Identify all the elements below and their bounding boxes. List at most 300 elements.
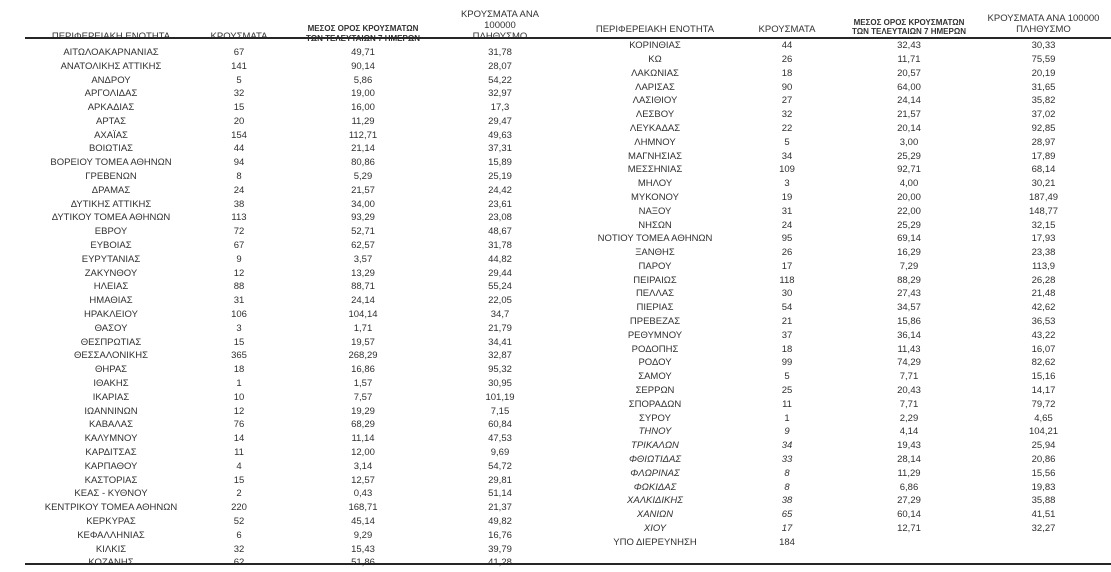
cell-avg7: 7,71 [899,371,919,383]
cell-per100k: 17,3 [490,102,510,114]
table-row [578,108,1111,122]
cell-region: ΚΑΒΑΛΑΣ [89,419,133,431]
table-row [578,149,1111,163]
cell-region: ΗΜΑΘΙΑΣ [89,295,133,307]
table-row [22,432,552,446]
table-row [22,487,552,501]
table-row [22,446,552,460]
cell-cases: 34 [781,150,793,162]
regional-cases-table-left [22,10,552,570]
cell-cases: 24 [233,184,245,196]
table-row [22,349,552,363]
cell-per100k: 148,77 [1028,205,1059,217]
cell-per100k: 49,63 [488,129,512,141]
cell-region: ΑΡΤΑΣ [96,115,126,127]
cell-avg7: 52,71 [351,226,375,238]
cell-region: ΦΩΚΙΔΑΣ [633,481,677,493]
cell-per100k [976,536,1111,550]
cell-region: ΑΡΚΑΔΙΑΣ [87,102,135,114]
cell-per100k: 92,85 [1031,122,1056,134]
cell-region: ΚΟΡΙΝΘΙΑΣ [629,40,681,52]
cell-region: ΛΑΡΙΣΑΣ [635,81,675,93]
cell-cases: 5 [784,371,790,383]
cell-cases: 17 [781,260,793,272]
cell-per100k: 7,15 [490,405,510,417]
cell-region: ΒΟΙΩΤΙΑΣ [88,143,134,155]
table-row [578,343,1111,357]
table-row [22,377,552,391]
table-row [578,94,1111,108]
table-row [22,418,552,432]
table-row [22,515,552,529]
cell-cases: 26 [781,247,793,259]
cell-region: ΚΙΛΚΙΣ [95,543,127,555]
cell-avg7: 62,57 [351,240,375,252]
cell-avg7: 11,29 [351,115,375,127]
cell-avg7: 24,14 [351,295,375,307]
table-row [22,60,552,74]
cell-cases: 8 [784,467,790,479]
cell-avg7: 1,71 [353,322,373,334]
cell-avg7: 3,00 [899,136,919,148]
table-row [578,508,1111,522]
cell-avg7: 268,29 [348,350,378,362]
cell-per100k: 42,62 [1031,302,1056,314]
column-header-avg7-line2: ΤΩΝ ΤΕΛΕΥΤΑΙΩΝ 7 ΗΜΕΡΩΝ [851,26,967,36]
table-row [578,384,1111,398]
table-row [22,156,552,170]
cell-avg7: 25,29 [897,219,921,231]
cell-per100k: 54,22 [488,74,512,86]
table-row [578,522,1111,536]
table-row [22,308,552,322]
table-row [22,211,552,225]
cell-per100k: 19,83 [1031,481,1056,493]
cell-avg7: 45,14 [351,516,375,527]
cell-avg7: 20,14 [897,122,921,134]
cell-avg7: 24,14 [897,95,921,107]
cell-avg7: 104,14 [348,309,378,321]
cell-region: ΚΕΑΣ - ΚΥΘΝΟΥ [74,488,148,500]
cell-region: ΒΟΡΕΙΟΥ ΤΟΜΕΑ ΑΘΗΝΩΝ [50,157,172,169]
table-row [22,542,552,556]
cell-per100k: 9,69 [490,447,510,459]
cell-region: ΚΕΦΑΛΛΗΝΙΑΣ [77,529,145,541]
cell-region: ΔΥΤΙΚΗΣ ΑΤΤΙΚΗΣ [70,198,152,210]
cell-region: ΝΗΣΩΝ [638,219,672,231]
table-row [22,253,552,267]
cell-per100k: 24,42 [488,184,512,196]
cell-avg7: 28,14 [897,454,921,466]
cell-avg7: 36,14 [897,329,921,341]
cell-cases: 109 [779,164,795,176]
cell-avg7: 90,14 [351,60,375,72]
cell-region: ΠΕΛΛΑΣ [635,288,675,300]
cell-region: ΧΙΟΥ [643,523,667,535]
cell-avg7: 7,71 [899,398,919,410]
column-header-per100k-line1: ΚΡΟΥΣΜΑΤΑ ΑΝΑ 100000 [460,9,540,31]
cell-avg7: 15,43 [351,543,375,555]
cell-avg7: 32,43 [897,40,921,52]
cell-cases: 67 [233,240,245,252]
cell-region: ΓΡΕΒΕΝΩΝ [85,171,137,183]
cell-cases: 9 [236,253,242,265]
cell-per100k: 22,05 [488,295,512,307]
cell-per100k: 32,27 [1031,523,1056,535]
cell-region: ΤΡΙΚΑΛΩΝ [631,440,679,452]
cell-avg7: 7,29 [899,260,919,272]
cell-cases: 19 [781,191,793,203]
cell-per100k: 30,95 [488,378,512,390]
cell-per100k: 43,22 [1031,329,1056,341]
cell-per100k: 104,21 [1028,426,1059,438]
table-row [578,287,1111,301]
cell-per100k: 54,72 [488,460,512,472]
cell-avg7: 3,57 [353,253,373,265]
cell-per100k: 29,44 [488,267,512,279]
table-row [22,473,552,487]
cell-cases: 11 [234,447,244,459]
table-row [22,170,552,184]
cell-cases: 12 [233,405,245,417]
cell-per100k: 17,89 [1031,150,1056,162]
cell-per100k: 25,94 [1031,440,1056,452]
cell-cases: 5 [784,136,790,148]
cell-region: ΗΡΑΚΛΕΙΟΥ [84,309,138,321]
cell-per100k: 23,08 [488,212,512,224]
cell-cases: 65 [781,509,793,521]
cell-avg7: 88,71 [351,281,375,293]
table-row [22,460,552,474]
column-header-region [22,10,200,46]
cell-avg7: 19,57 [351,336,375,348]
table-row [22,391,552,405]
table-row [578,163,1111,177]
cell-cases: 2 [236,488,242,500]
cell-cases: 32 [233,88,245,100]
cell-region: ΕΒΡΟΥ [94,226,128,238]
cell-region: ΚΑΡΔΙΤΣΑΣ [85,447,137,459]
cell-per100k: 35,82 [1031,95,1056,107]
table-row [578,467,1111,481]
cell-cases: 14 [233,433,245,445]
cell-per100k: 26,28 [1031,274,1056,286]
cell-region: ΝΟΤΙΟΥ ΤΟΜΕΑ ΑΘΗΝΩΝ [597,233,713,245]
cell-per100k: 28,97 [1031,136,1056,148]
cell-per100k: 95,32 [488,364,512,376]
column-header-avg7-line1: ΜΕΣΟΣ ΟΡΟΣ ΚΡΟΥΣΜΑΤΩΝ [853,17,965,27]
cell-per100k: 14,17 [1031,385,1056,397]
cell-region: ΘΕΣΠΡΩΤΙΑΣ [80,336,142,348]
cell-avg7: 0,43 [353,488,373,500]
column-header-per100k-line1: ΚΡΟΥΣΜΑΤΑ ΑΝΑ 100000 [987,13,1100,25]
cell-region: ΚΑΣΤΟΡΙΑΣ [84,474,138,486]
cell-avg7: 11,71 [897,53,921,65]
cell-per100k: 37,02 [1031,109,1056,121]
cell-cases: 67 [233,46,245,58]
cell-cases: 31 [781,205,793,217]
cell-cases: 17 [781,523,793,535]
cell-cases: 21 [781,316,793,328]
cell-avg7: 64,00 [897,81,921,93]
table-row [578,494,1111,508]
cell-cases: 22 [781,122,793,134]
table-row [22,404,552,418]
cell-avg7: 19,00 [351,88,375,100]
cell-per100k: 4,65 [1034,412,1053,424]
cell-avg7: 19,43 [897,440,921,452]
cell-avg7: 12,71 [897,523,921,535]
table-row [22,363,552,377]
cell-region: ΛΕΥΚΑΔΑΣ [629,122,681,134]
cell-per100k: 34,41 [488,336,512,348]
cell-avg7: 1,57 [353,378,373,390]
table-row [22,198,552,212]
cell-cases: 15 [233,336,245,348]
cell-cases: 99 [781,357,793,369]
cell-per100k: 79,72 [1031,398,1056,410]
cell-avg7: 12,00 [351,447,375,459]
cell-avg7: 20,43 [897,385,921,397]
table-row [578,370,1111,384]
cell-per100k: 101,19 [485,391,515,403]
cell-per100k: 82,62 [1031,357,1056,369]
table-row [578,53,1111,67]
table-row [578,536,1111,550]
table-row [22,280,552,294]
cell-per100k: 29,47 [488,115,512,127]
cell-avg7: 3,14 [353,460,373,472]
cell-region: ΛΑΣΙΘΙΟΥ [632,95,678,107]
cell-region: ΛΑΚΩΝΙΑΣ [631,67,679,79]
cell-avg7: 20,00 [897,191,921,203]
cell-per100k: 30,21 [1031,178,1056,190]
cell-per100k: 23,38 [1031,247,1056,259]
cell-region: ΣΕΡΡΩΝ [635,385,675,397]
cell-per100k: 16,07 [1031,343,1056,355]
cell-region: ΜΥΚΟΝΟΥ [631,191,679,203]
cell-region: ΞΑΝΘΗΣ [635,247,675,259]
cell-per100k: 36,53 [1031,316,1056,328]
cell-avg7: 49,71 [351,46,375,58]
table-row [22,294,552,308]
column-header-cases: ΚΡΟΥΣΜΑΤΑ [758,24,816,36]
cell-avg7: 6,86 [899,481,919,493]
cell-per100k: 32,87 [488,350,512,362]
cell-region: ΛΗΜΝΟΥ [634,136,676,148]
cell-region: ΠΑΡΟΥ [638,260,672,272]
cell-avg7: 4,00 [899,178,919,190]
cell-per100k: 32,97 [488,88,512,100]
cell-region: ΕΥΡΥΤΑΝΙΑΣ [81,253,141,265]
cell-region: ΘΗΡΑΣ [94,364,128,376]
column-header-per100k-line2: ΠΛΗΘΥΣΜΟ [1016,24,1071,36]
cell-avg7: 16,29 [897,247,921,259]
cell-avg7: 21,57 [897,109,921,121]
cell-per100k: 75,59 [1031,53,1056,65]
column-header-cases [200,10,278,46]
cell-cases: 24 [781,219,793,231]
cell-region: ΠΙΕΡΙΑΣ [636,302,674,314]
cell-cases: 6 [236,529,242,541]
table-body-left [22,46,552,570]
table-row [22,87,552,101]
cell-avg7: 19,29 [351,405,375,417]
cell-avg7: 34,00 [351,198,375,210]
cell-per100k: 29,81 [488,474,512,486]
bottom-divider-rule [25,563,1111,565]
cell-cases: 32 [233,543,245,555]
cell-cases: 34 [781,440,793,452]
cell-avg7: 112,71 [348,129,378,141]
cell-avg7: 80,86 [351,157,375,169]
cell-cases: 3 [784,178,790,190]
table-row [578,232,1111,246]
cell-cases: 72 [233,226,245,238]
cell-region: ΡΕΘΥΜΝΟΥ [627,329,683,341]
cell-per100k: 55,24 [488,281,512,293]
column-header-avg7 [278,10,448,46]
cell-region: ΙΩΑΝΝΙΝΩΝ [84,405,138,417]
cell-per100k: 21,48 [1031,288,1056,300]
table-row [22,225,552,239]
cell-per100k: 31,78 [488,46,512,58]
cell-per100k: 113,9 [1031,260,1056,272]
cell-cases: 33 [781,454,793,466]
cell-avg7: 25,29 [897,150,921,162]
cell-per100k: 34,7 [490,309,510,321]
cell-region: ΡΟΔΟΠΗΣ [631,343,679,355]
cell-avg7: 5,29 [353,171,373,183]
cell-avg7: 4,14 [899,426,919,438]
cell-per100k: 21,37 [488,502,512,514]
table-row [578,356,1111,370]
cell-per100k: 49,82 [488,516,512,527]
column-header-per100k [448,10,552,46]
cell-cases: 5 [236,74,242,86]
cell-per100k: 187,49 [1028,191,1059,203]
cell-per100k: 21,79 [488,322,512,334]
cell-region: ΣΑΜΟΥ [638,371,672,383]
cell-avg7: 7,57 [353,391,373,403]
cell-region: ΥΠΟ ΔΙΕΡΕΥΝΗΣΗ [613,536,697,548]
cell-cases: 8 [784,481,790,493]
cell-cases: 12 [233,267,245,279]
cell-cases: 141 [231,60,247,72]
cell-region: ΜΗΛΟΥ [637,178,673,190]
cell-cases: 3 [236,322,242,334]
table-row [22,142,552,156]
cell-avg7: 92,71 [897,164,921,176]
column-header-per100k [976,10,1111,39]
cell-avg7: 11,43 [897,343,921,355]
cell-cases: 38 [781,495,793,507]
cell-avg7: 34,57 [897,302,921,314]
table-row [22,322,552,336]
cell-cases: 1 [784,412,790,424]
cell-region: ΣΠΟΡΑΔΩΝ [628,398,682,410]
cell-per100k: 17,93 [1031,233,1056,245]
table-row [22,101,552,115]
cell-region: ΛΕΣΒΟΥ [635,109,675,121]
table-row [578,39,1111,53]
cell-avg7: 20,57 [897,67,921,79]
cell-cases: 365 [231,350,247,362]
table-row [578,425,1111,439]
column-header-avg7-line1: ΜΕΣΟΣ ΟΡΟΣ ΚΡΟΥΣΜΑΤΩΝ [307,24,419,34]
cell-per100k: 16,76 [488,529,512,541]
cell-region: ΦΘΙΩΤΙΔΑΣ [628,454,682,466]
table-row [22,336,552,350]
cell-avg7: 13,29 [351,267,375,279]
table-row [22,46,552,60]
cell-cases: 9 [784,426,790,438]
cell-cases: 52 [233,516,245,527]
cell-region: ΑΧΑΪΑΣ [94,129,128,141]
cell-region: ΠΕΙΡΑΙΩΣ [633,274,677,286]
table-row [578,218,1111,232]
cell-region: ΚΕΝΤΡΙΚΟΥ ΤΟΜΕΑ ΑΘΗΝΩΝ [44,502,178,514]
cell-cases: 94 [233,157,245,169]
cell-region: ΚΕΡΚΥΡΑΣ [86,516,136,527]
cell-region: ΙΚΑΡΙΑΣ [92,391,130,403]
cell-region: ΚΩ [648,53,662,65]
cell-avg7: 60,14 [897,509,921,521]
table-row [578,177,1111,191]
cell-cases: 18 [781,343,793,355]
cell-cases: 118 [779,274,795,286]
cell-per100k: 15,56 [1031,467,1056,479]
cell-cases: 1 [236,378,242,390]
cell-region: ΘΕΣΣΑΛΟΝΙΚΗΣ [74,350,148,362]
cell-cases: 38 [233,198,245,210]
cell-cases: 154 [231,129,247,141]
cell-avg7: 74,29 [897,357,921,369]
cell-region: ΑΝΔΡΟΥ [91,74,131,86]
cell-per100k: 31,65 [1031,81,1056,93]
table-row [578,80,1111,94]
cell-region: ΠΡΕΒΕΖΑΣ [629,316,681,328]
cell-avg7: 15,86 [897,316,921,328]
cell-per100k: 20,19 [1031,67,1056,79]
cell-cases: 15 [233,474,245,486]
cell-avg7: 5,86 [353,74,373,86]
cell-region: ΧΑΝΙΩΝ [636,509,674,521]
cell-per100k: 15,89 [488,157,512,169]
cell-cases: 37 [781,329,793,341]
regional-cases-table-right [578,10,1111,549]
column-header-avg7 [842,10,976,39]
cell-cases: 184 [779,536,795,548]
cell-avg7: 27,43 [897,288,921,300]
cell-per100k: 60,84 [488,419,512,431]
cell-per100k: 68,14 [1031,164,1056,176]
cell-cases: 4 [236,460,242,472]
table-row [578,329,1111,343]
cell-region: ΔΥΤΙΚΟΥ ΤΟΜΕΑ ΑΘΗΝΩΝ [51,212,171,224]
cell-cases: 106 [231,309,247,321]
cell-cases: 113 [231,212,247,224]
cell-cases: 25 [781,385,793,397]
table-header [22,10,552,46]
header-divider-rule [25,37,1111,39]
cell-per100k: 28,07 [488,60,512,72]
cell-region: ΖΑΚΥΝΘΟΥ [84,267,138,279]
cell-per100k: 47,53 [488,433,512,445]
table-row [22,239,552,253]
table-row [22,184,552,198]
cell-per100k: 37,31 [488,143,512,155]
